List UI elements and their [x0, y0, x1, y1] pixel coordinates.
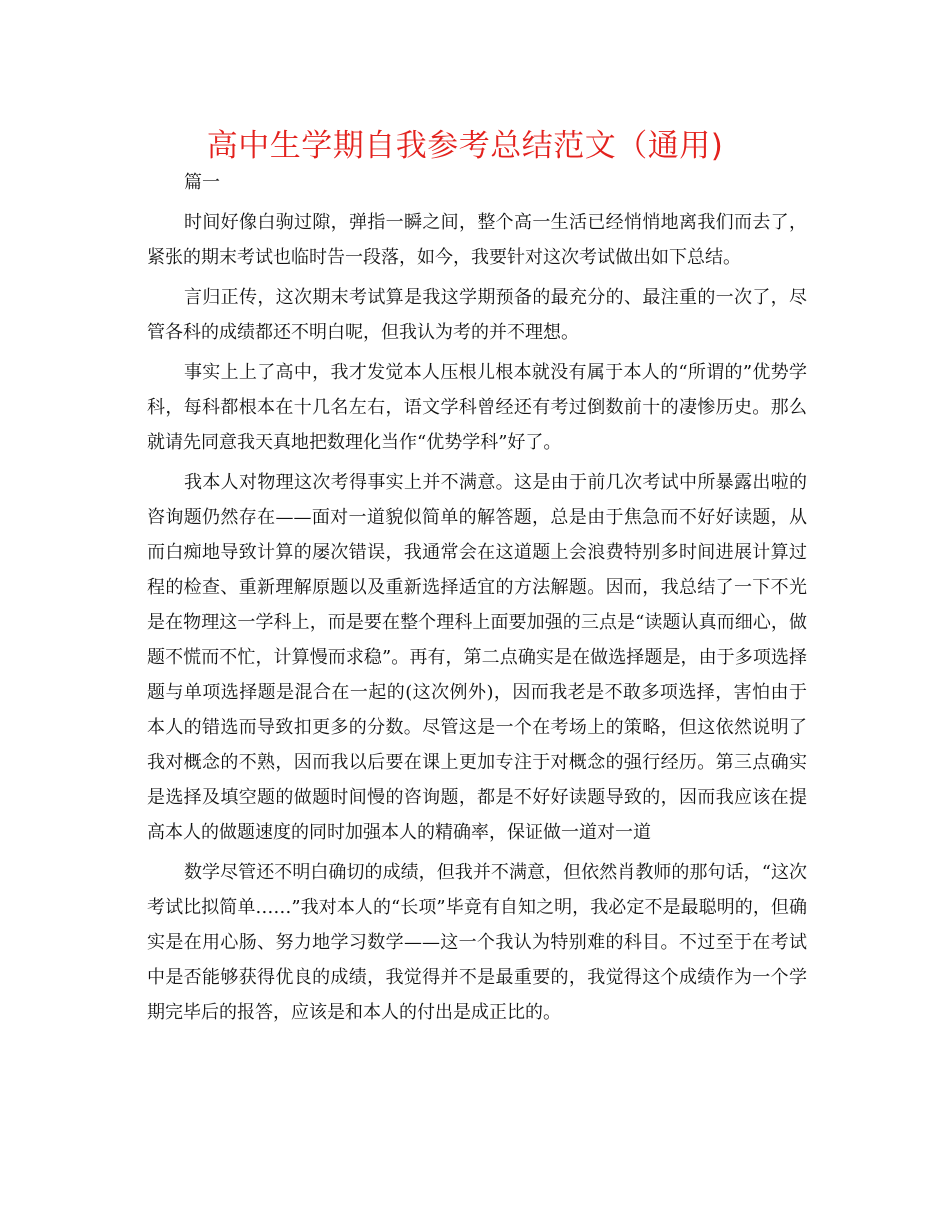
document-title: 高中生学期自我参考总结范文（通用) [206, 128, 724, 164]
paragraph: 我本人对物理这次考得事实上并不满意。这是由于前几次考试中所暴露出啦的咨询题仍然存在——面对一道貌似简单的解答题，总是由于焦急而不好好读题，从而白痴地导致计算的屡次错误，我通常会在这道题上会浪费特别多时间进展计算过程的检查、重新理解原题以及重新选择适宜的方法解题。因而，我总结了一下不光是在物理这一学科上，而是要在整个理科上面要加强的三点是“读题认真而细心，做题不慌而不忙，计算慢而求稳”。再有，第二点确实是在做选择题是，由于多项选择题与单项选择题是混合在一起的(这次例外)，因而我老是不敢多项选择，害怕由于本人的错选而导致扣更多的分数。尽管这是一个在考场上的策略，但这依然说明了我对概念的不熟，因而我以后要在课上更加专注于对概念的强行经历。第三点确实是选择及填空题的做题时间慢的咨询题，都是不好好读题导致的，因而我应该在提高本人的做题速度的同时加强本人的精确率，保证做一道对一道 [147, 472, 807, 843]
paragraph: 事实上上了高中，我才发觉本人压根儿根本就没有属于本人的“所谓的”优势学科，每科都根本在十几名左右，语文学科曾经还有考过倒数前十的凄惨历史。那么就请先同意我天真地把数理化当作“优势学科”好了。 [147, 362, 807, 453]
paragraph: 数学尽管还不明白确切的成绩，但我并不满意，但依然肖教师的那句话，“这次考试比拟简单……”我对本人的“长项”毕竟有自知之明，我必定不是最聪明的，但确实是在用心肠、努力地学习数学——这一个我认为特别难的科目。不过至于在考试中是否能够获得优良的成绩，我觉得并不是最重要的，我觉得这个成绩作为一个学期完毕后的报答，应该是和本人的付出是成正比的。 [147, 862, 807, 1023]
paragraph: 时间好像白驹过隙，弹指一瞬之间，整个高一生活已经悄悄地离我们而去了，紧张的期末考试也临时告一段落，如今，我要针对这次考试做出如下总结。 [147, 212, 807, 268]
document-body [147, 165, 807, 1030]
paragraph: 言归正传，这次期末考试算是我这学期预备的最充分的、最注重的一次了，尽管各科的成绩都还不明白呢，但我认为考的并不理想。 [147, 287, 807, 343]
chapter-heading: 篇一 [184, 172, 220, 193]
